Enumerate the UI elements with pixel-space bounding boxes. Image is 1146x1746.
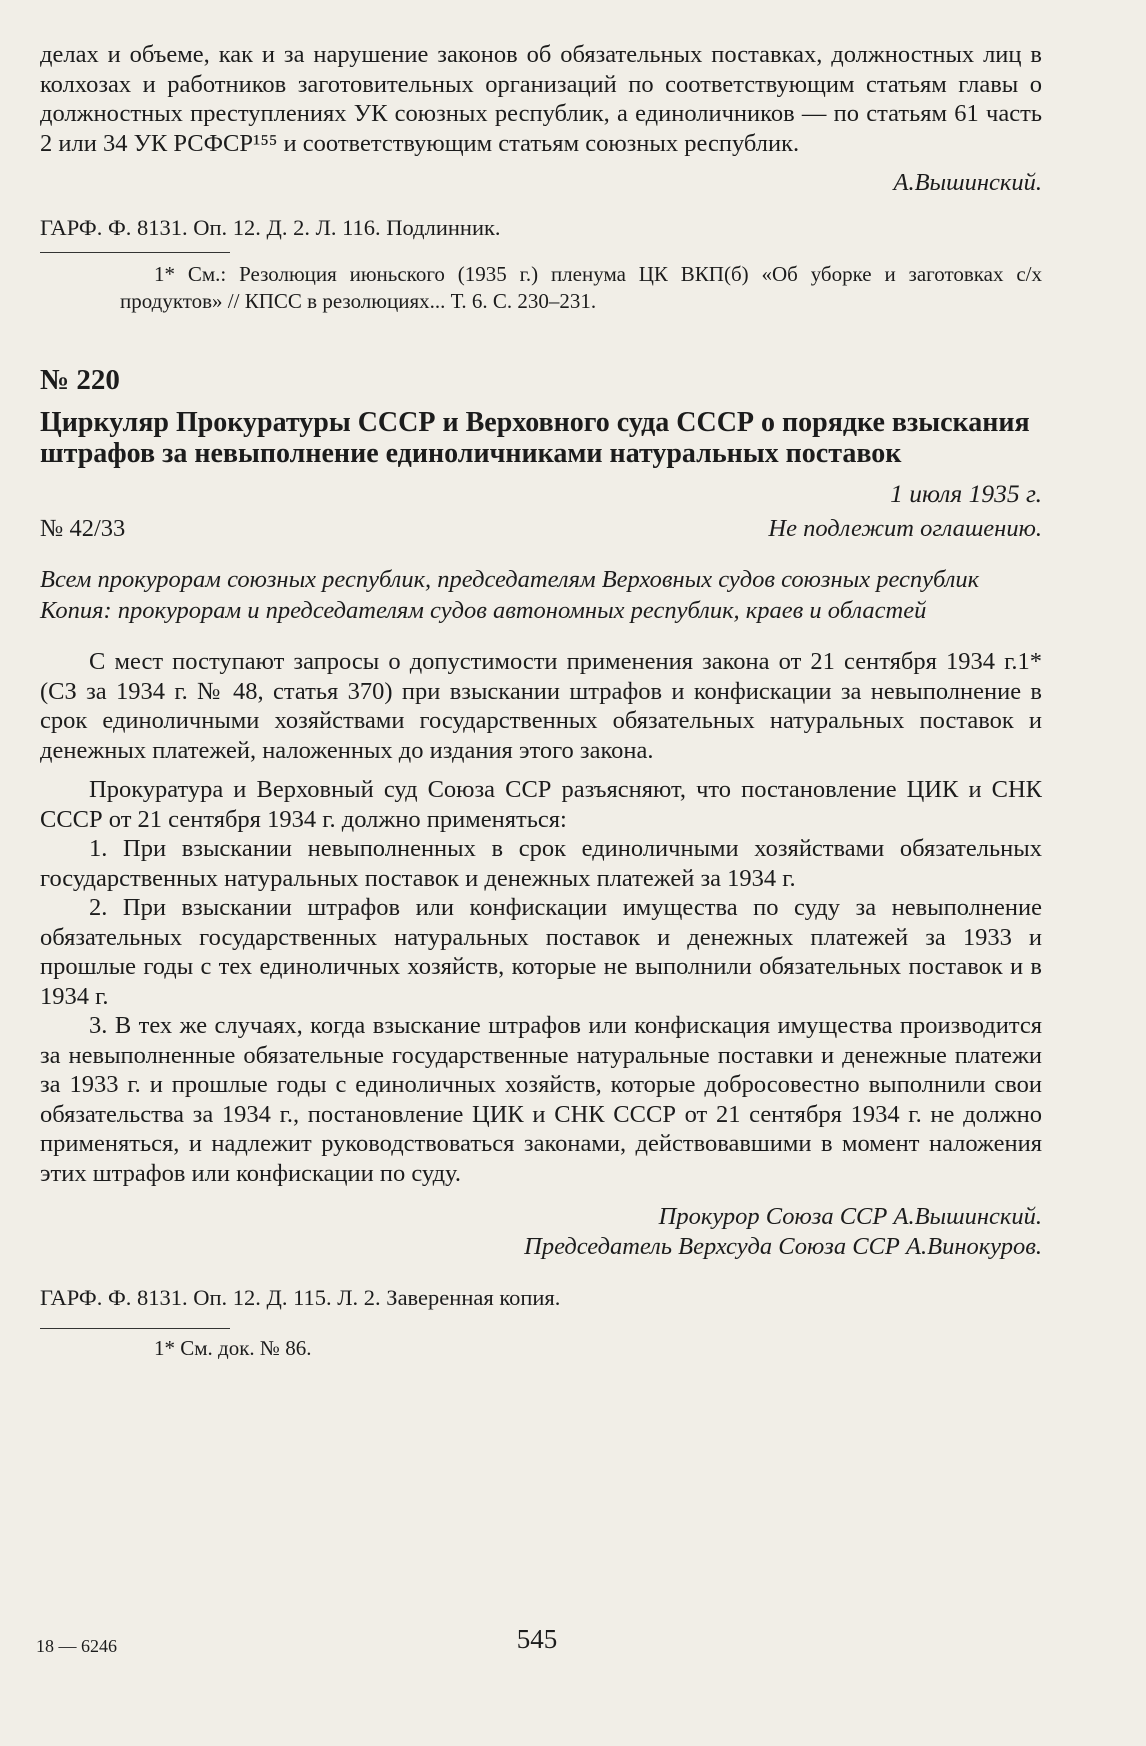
body-paragraph: 2. При взыскании штрафов или конфискации имущества по суду за невыполнение обязательных государственных натуральных поставок и денежных платежей за 1933 и прошлые годы с тех единоличных хозяйств, которые не выполнили обязательных поставок и в 1934 г. (40, 894, 1042, 1010)
top-footnote: 1* См.: Резолюция июньского (1935 г.) пленума ЦК ВКП(б) «Об уборке и заготовках с/х продуктов» // КПСС в резолюциях... Т. 6. С. 230–231. (120, 262, 1042, 313)
top-archive-source: ГАРФ. Ф. 8131. Оп. 12. Д. 2. Л. 116. Подлинник. (40, 215, 501, 240)
restriction-note: Не подлежит оглашению. (768, 515, 1042, 542)
document-body (40, 647, 1042, 1188)
continued-paragraph: делах и объеме, как и за нарушение законов об обязательных поставках, должностных лиц в колхозах и работников заготовительных организаций по соответствующим статьям главы о должностных преступлениях УК союзных республик, а единоличников — по статьям 61 часть 2 или 34 УК РСФСР¹⁵⁵ и соответствующим статьям союзных республик. (40, 41, 1042, 157)
signature-prosecutor: Прокурор Союза ССР А.Вышинский. (658, 1203, 1042, 1230)
document-footnote: 1* См. док. № 86. (154, 1336, 312, 1360)
body-paragraph: 1. При взыскании невыполненных в срок единоличными хозяйствами обязательных государственных натуральных поставок и денежных платежей за 1934 г. (40, 835, 1042, 892)
copy-to: Копия: прокурорам и председателям судов автономных республик, краев и областей (40, 596, 927, 624)
registration-row (40, 515, 1042, 543)
document-title: Циркуляр Прокуратуры СССР и Верховного суда СССР о порядке взыскания штрафов за невыполнение единоличниками натуральных поставок (40, 407, 1030, 469)
page-number: 545 (516, 1624, 558, 1654)
footnote-rule (40, 1328, 230, 1329)
body-paragraph: Прокуратура и Верховный суд Союза ССР разъясняют, что постановление ЦИК и СНК СССР от 21 сентября 1934 г. должно применяться: (40, 776, 1042, 833)
document-date: 1 июля 1935 г. (890, 479, 1042, 508)
body-paragraph: 3. В тех же случаях, когда взыскание штрафов или конфискация имущества производится за невыполненные обязательные государственные натуральные поставки и денежные платежи за 1933 г. и прошлые годы с единоличных хозяйств, которые добросовестно выполнили свои обязательства за 1934 г., постановление ЦИК и СНК СССР от 21 сентября 1934 г. не должно применяться, и надлежит руководствоваться законами, действовавшими в момент наложения этих штрафов или конфискации по суду. (40, 1012, 1042, 1187)
document-number: № 220 (40, 364, 120, 396)
registration-number: № 42/33 (40, 515, 126, 542)
signature-court-chairman: Председатель Верхсуда Союза ССР А.Винокуров. (524, 1233, 1042, 1260)
body-paragraph: С мест поступают запросы о допустимости применения закона от 21 сентября 1934 г.1* (СЗ за 1934 г. № 48, статья 370) при взыскании штрафов и конфискации за невыполнение в срок единоличными хозяйствами государственных обязательных натуральных поставок и денежных платежей, наложенных до издания этого закона. (40, 648, 1042, 764)
addressee: Всем прокурорам союзных республик, председателям Верховных судов союзных республик (40, 566, 980, 593)
document-archive-source: ГАРФ. Ф. 8131. Оп. 12. Д. 115. Л. 2. Заверенная копия. (40, 1285, 561, 1310)
printing-batch-number: 18 — 6246 (36, 1636, 117, 1656)
page-content (40, 40, 1042, 1362)
footnote-rule (40, 252, 230, 253)
top-signature: А.Вышинский. (893, 169, 1042, 196)
